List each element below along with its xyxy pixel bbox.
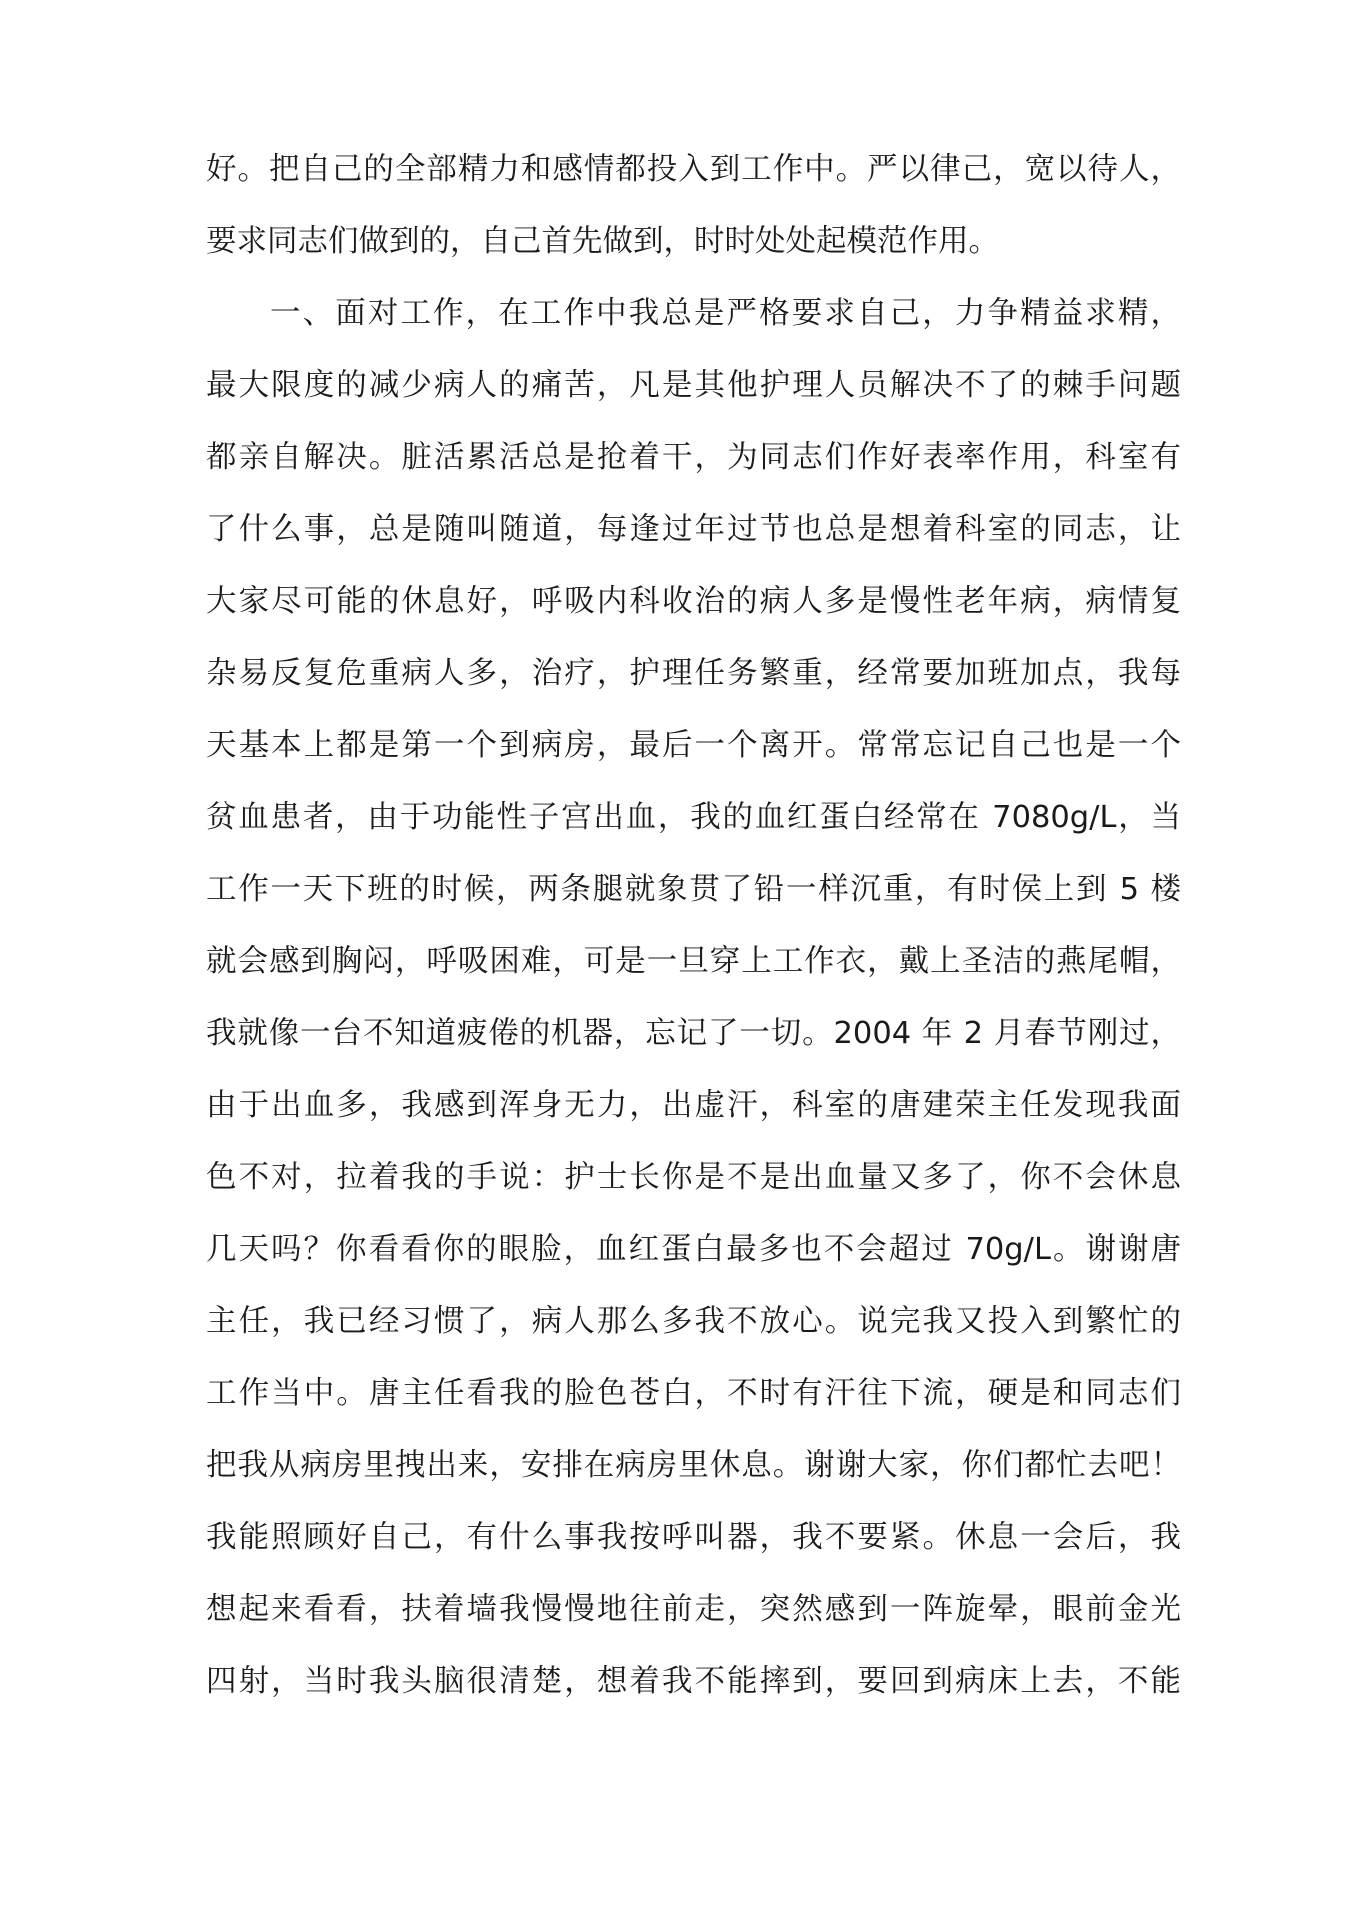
paragraph-first-line: 一、面对工作，在工作中我总是严格要求自己，力争精益求精， xyxy=(270,296,1181,331)
text-line: 工作一天下班的时候，两条腿就象贯了铅一样沉重，有时侯上到 5 楼 xyxy=(206,872,1181,907)
body-text xyxy=(206,143,1181,1727)
text-line: 天基本上都是第一个到病房，最后一个离开。常常忘记自己也是一个 xyxy=(206,728,1181,763)
text-line: 最大限度的减少病人的痛苦，凡是其他护理人员解决不了的棘手问题 xyxy=(206,368,1181,403)
text-line: 几天吗？你看看你的眼脸，血红蛋白最多也不会超过 70g/L。谢谢唐 xyxy=(206,1232,1181,1267)
text-line: 把我从病房里拽出来，安排在病房里休息。谢谢大家，你们都忙去吧！ xyxy=(206,1448,1181,1483)
text-line: 四射，当时我头脑很清楚，想着我不能摔到，要回到病床上去，不能 xyxy=(206,1664,1181,1699)
text-line: 贫血患者，由于功能性子宫出血，我的血红蛋白经常在 7080g/L，当 xyxy=(206,800,1181,835)
text-line: 我就像一台不知道疲倦的机器，忘记了一切。2004 年 2 月春节刚过， xyxy=(206,1016,1181,1051)
text-line: 想起来看看，扶着墙我慢慢地往前走，突然感到一阵旋晕，眼前金光 xyxy=(206,1592,1181,1627)
text-line: 好。把自己的全部精力和感情都投入到工作中。严以律己，宽以待人， xyxy=(206,152,1181,187)
text-line: 杂易反复危重病人多，治疗，护理任务繁重，经常要加班加点，我每 xyxy=(206,656,1181,691)
text-line: 就会感到胸闷，呼吸困难，可是一旦穿上工作衣，戴上圣洁的燕尾帽， xyxy=(206,944,1181,979)
text-line: 色不对，拉着我的手说：护士长你是不是出血量又多了，你不会休息 xyxy=(206,1160,1181,1195)
text-line: 工作当中。唐主任看我的脸色苍白，不时有汗往下流，硬是和同志们 xyxy=(206,1376,1181,1411)
text-line: 都亲自解决。脏活累活总是抢着干，为同志们作好表率作用，科室有 xyxy=(206,440,1181,475)
text-line: 要求同志们做到的，自己首先做到，时时处处起模范作用。 xyxy=(206,224,999,259)
text-line: 我能照顾好自己，有什么事我按呼叫器，我不要紧。休息一会后，我 xyxy=(206,1520,1181,1555)
text-line: 主任，我已经习惯了，病人那么多我不放心。说完我又投入到繁忙的 xyxy=(206,1304,1181,1339)
text-line: 大家尽可能的休息好，呼吸内科收治的病人多是慢性老年病，病情复 xyxy=(206,584,1181,619)
text-line: 由于出血多，我感到浑身无力，出虚汗，科室的唐建荣主任发现我面 xyxy=(206,1088,1181,1123)
text-line: 了什么事，总是随叫随道，每逢过年过节也总是想着科室的同志，让 xyxy=(206,512,1181,547)
